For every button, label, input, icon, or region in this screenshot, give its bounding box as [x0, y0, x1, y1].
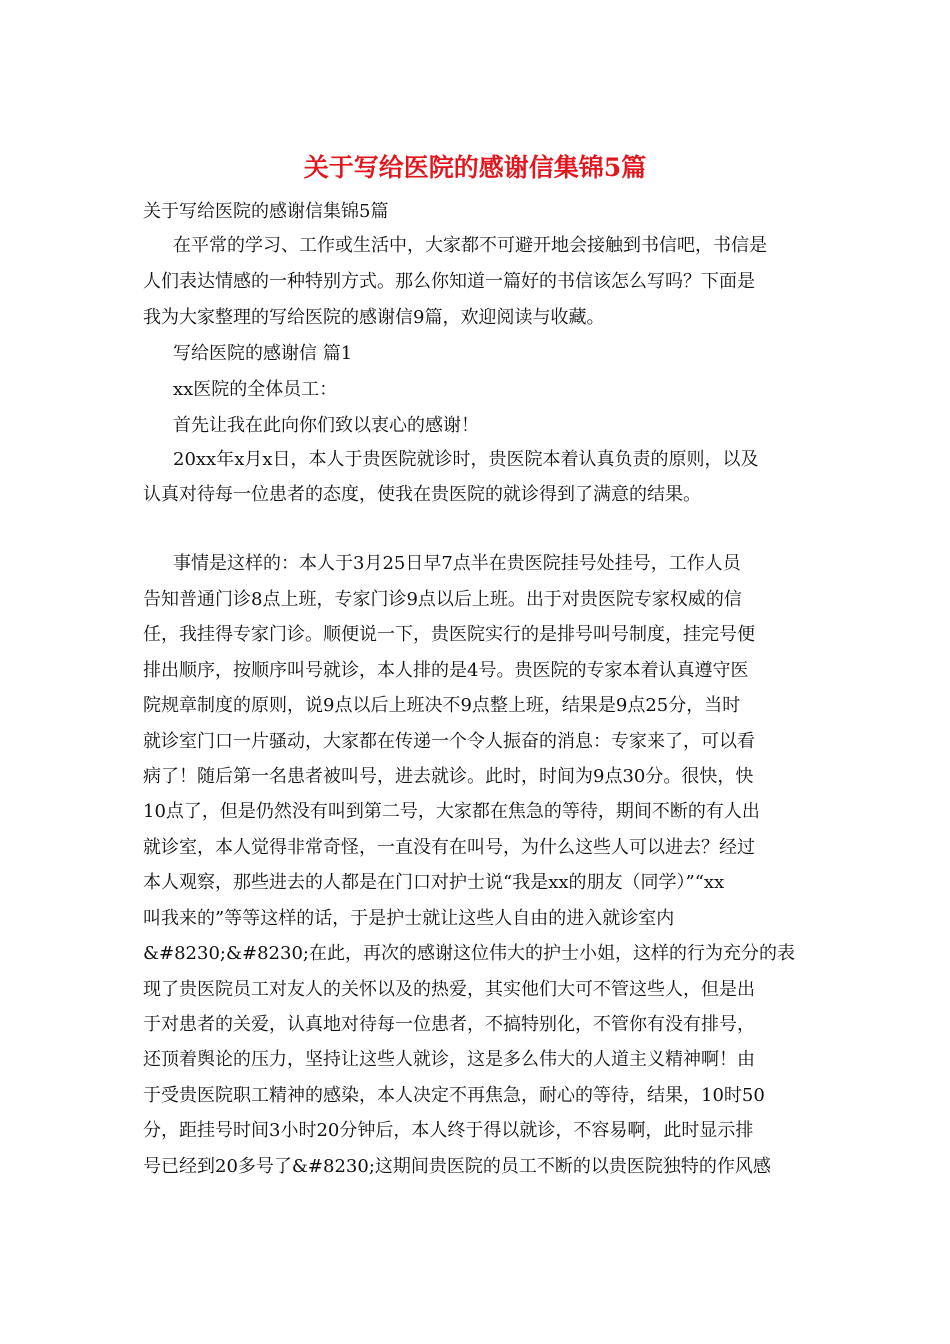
text-line: 10点了，但是仍然没有叫到第二号，大家都在焦急的等待，期间不断的有人出 [143, 801, 760, 822]
text-line: 还顶着舆论的压力，坚持让这些人就诊，这是多么伟大的人道主义精神啊！由 [143, 1049, 755, 1070]
text-line: 在平常的学习、工作或生活中，大家都不可避开地会接触到书信吧，书信是 [173, 235, 767, 256]
text-line: 现了贵医院员工对友人的关怀以及的热爱，其实他们大可不管这些人，但是出 [143, 979, 755, 1000]
section-heading: 写给医院的感谢信 篇1 [173, 343, 353, 364]
text-line: 号已经到20多号了&#8230;这期间贵医院的员工不断的以贵医院独特的作风感 [143, 1156, 771, 1177]
text-line: 病了！随后第一名患者被叫号，进去就诊。此时，时间为9点30分。很快，快 [143, 766, 754, 787]
text-line: 事情是这样的：本人于3月25日早7点半在贵医院挂号处挂号，工作人员 [173, 553, 741, 574]
text-line: 分，距挂号时间3小时20分钟后，本人终于得以就诊，不容易啊，此时显示排 [143, 1120, 754, 1141]
text-line: 20xx年x月x日，本人于贵医院就诊时，贵医院本着认真负责的原则，以及 [173, 449, 759, 470]
salutation: xx医院的全体员工： [173, 379, 338, 400]
text-line: 于受贵医院职工精神的感染，本人决定不再焦急，耐心的等待，结果，10时50 [143, 1085, 765, 1106]
text-line: 本人观察，那些进去的人都是在门口对护士说“我是xx的朋友（同学）”“xx [143, 872, 725, 893]
text-line: &#8230;&#8230;在此，再次的感谢这位伟大的护士小姐，这样的行为充分的表 [143, 943, 795, 964]
text-line: 人们表达情感的一种特别方式。那么你知道一篇好的书信该怎么写吗？下面是 [143, 271, 755, 292]
text-line: 认真对待每一位患者的态度，使我在贵医院的就诊得到了满意的结果。 [143, 484, 701, 505]
text-line: 叫我来的”等等这样的话，于是护士就让这些人自由的进入就诊室内 [143, 908, 675, 929]
text-line: 排出顺序，按顺序叫号就诊，本人排的是4号。贵医院的专家本着认真遵守医 [143, 660, 749, 681]
document-title: 关于写给医院的感谢信集锦5篇 [303, 153, 647, 182]
text-line: 就诊室门口一片骚动，大家都在传递一个令人振奋的消息：专家来了，可以看 [143, 731, 755, 752]
text-line: 我为大家整理的写给医院的感谢信9篇，欢迎阅读与收藏。 [143, 307, 605, 328]
text-line: 任，我挂得专家门诊。顺便说一下，贵医院实行的是排号叫号制度，挂完号便 [143, 624, 755, 645]
text-line: 首先让我在此向你们致以衷心的感谢！ [173, 415, 479, 436]
text-line: 就诊室，本人觉得非常奇怪，一直没有在叫号，为什么这些人可以进去？经过 [143, 837, 755, 858]
text-line: 告知普通门诊8点上班，专家门诊9点以后上班。出于对贵医院专家权威的信 [143, 589, 742, 610]
text-line: 院规章制度的原则，说9点以后上班决不9点整上班，结果是9点25分，当时 [143, 695, 741, 716]
text-line: 于对患者的关爱，认真地对待每一位患者，不搞特别化，不管你有没有排号， [143, 1014, 755, 1035]
document-subtitle: 关于写给医院的感谢信集锦5篇 [143, 201, 389, 222]
